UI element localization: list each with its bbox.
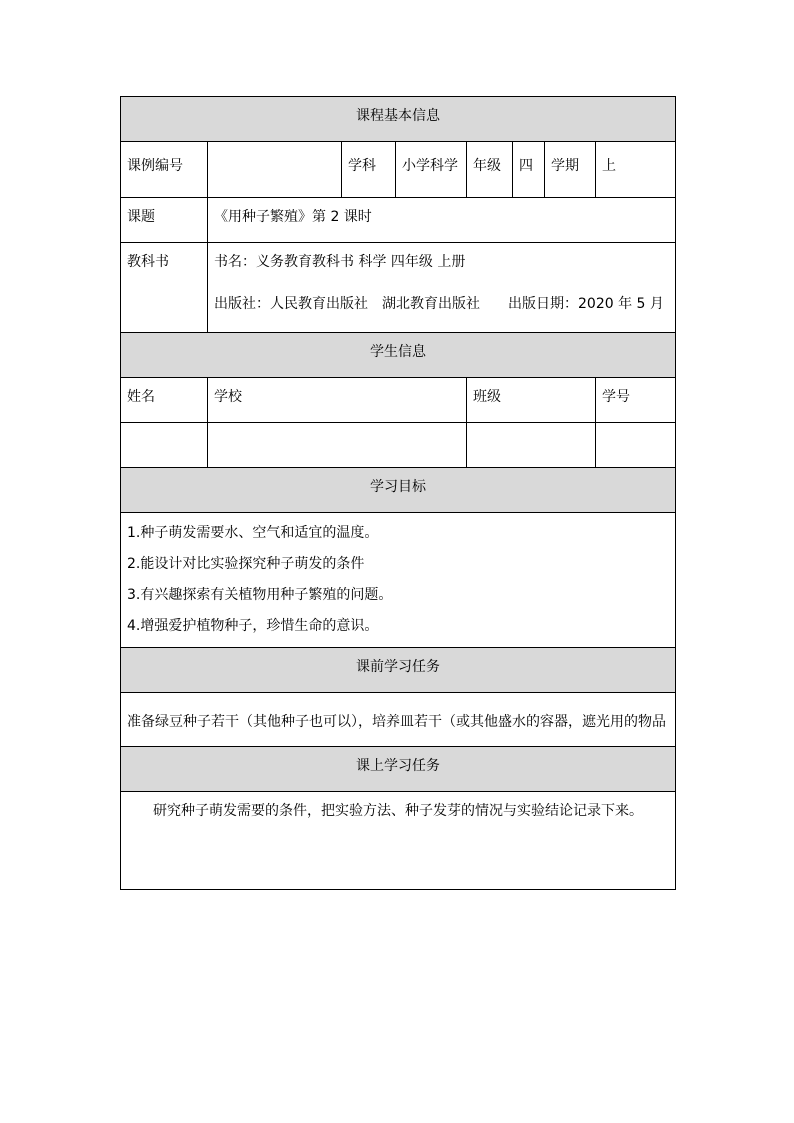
student-name-value[interactable]: [121, 423, 208, 468]
student-id-label: 学号: [596, 378, 676, 423]
student-name-label: 姓名: [121, 378, 208, 423]
textbook-name: 书名：义务教育教科书 科学 四年级 上册: [214, 254, 466, 270]
learning-goals-list: [121, 513, 676, 648]
topic-label: 课题: [121, 198, 208, 243]
class-label: 班级: [467, 378, 596, 423]
class-value[interactable]: [467, 423, 596, 468]
topic-value: 《用种子繁殖》第 2 课时: [208, 198, 676, 243]
pre-class-tasks-header: 课前学习任务: [121, 648, 676, 693]
textbook-label: 教科书: [121, 243, 208, 333]
learning-goals-header: 学习目标: [121, 468, 676, 513]
school-value[interactable]: [208, 423, 467, 468]
term-label: 学期: [545, 142, 596, 198]
learning-goal-item: 3.有兴趣探索有关植物用种子繁殖的问题。: [127, 587, 393, 603]
term-value: 上: [596, 142, 676, 198]
lesson-info-table: [120, 96, 676, 890]
in-class-tasks-text: 研究种子萌发需要的条件，把实验方法、种子发芽的情况与实验结论记录下来。: [121, 792, 676, 890]
learning-goal-item: 4.增强爱护植物种子，珍惜生命的意识。: [127, 618, 379, 634]
student-info-header: 学生信息: [121, 333, 676, 378]
subject-value: 小学科学: [396, 142, 467, 198]
subject-label: 学科: [342, 142, 396, 198]
case-number-label: 课例编号: [121, 142, 208, 198]
textbook-value: [208, 243, 676, 333]
school-label: 学校: [208, 378, 467, 423]
case-number-value: [208, 142, 342, 198]
pre-class-tasks-text: 准备绿豆种子若干（其他种子也可以），培养皿若干（或其他盛水的容器，遮光用的物品: [121, 693, 676, 747]
learning-goal-item: 1.种子萌发需要水、空气和适宜的温度。: [127, 525, 379, 541]
learning-goal-item: 2.能设计对比实验探究种子萌发的条件: [127, 556, 365, 572]
in-class-tasks-header: 课上学习任务: [121, 747, 676, 792]
student-id-value[interactable]: [596, 423, 676, 468]
grade-label: 年级: [467, 142, 513, 198]
grade-value: 四: [513, 142, 545, 198]
course-info-header: 课程基本信息: [121, 97, 676, 142]
textbook-publisher: 出版社：人民教育出版社 湖北教育出版社 出版日期：2020 年 5 月: [214, 296, 664, 312]
